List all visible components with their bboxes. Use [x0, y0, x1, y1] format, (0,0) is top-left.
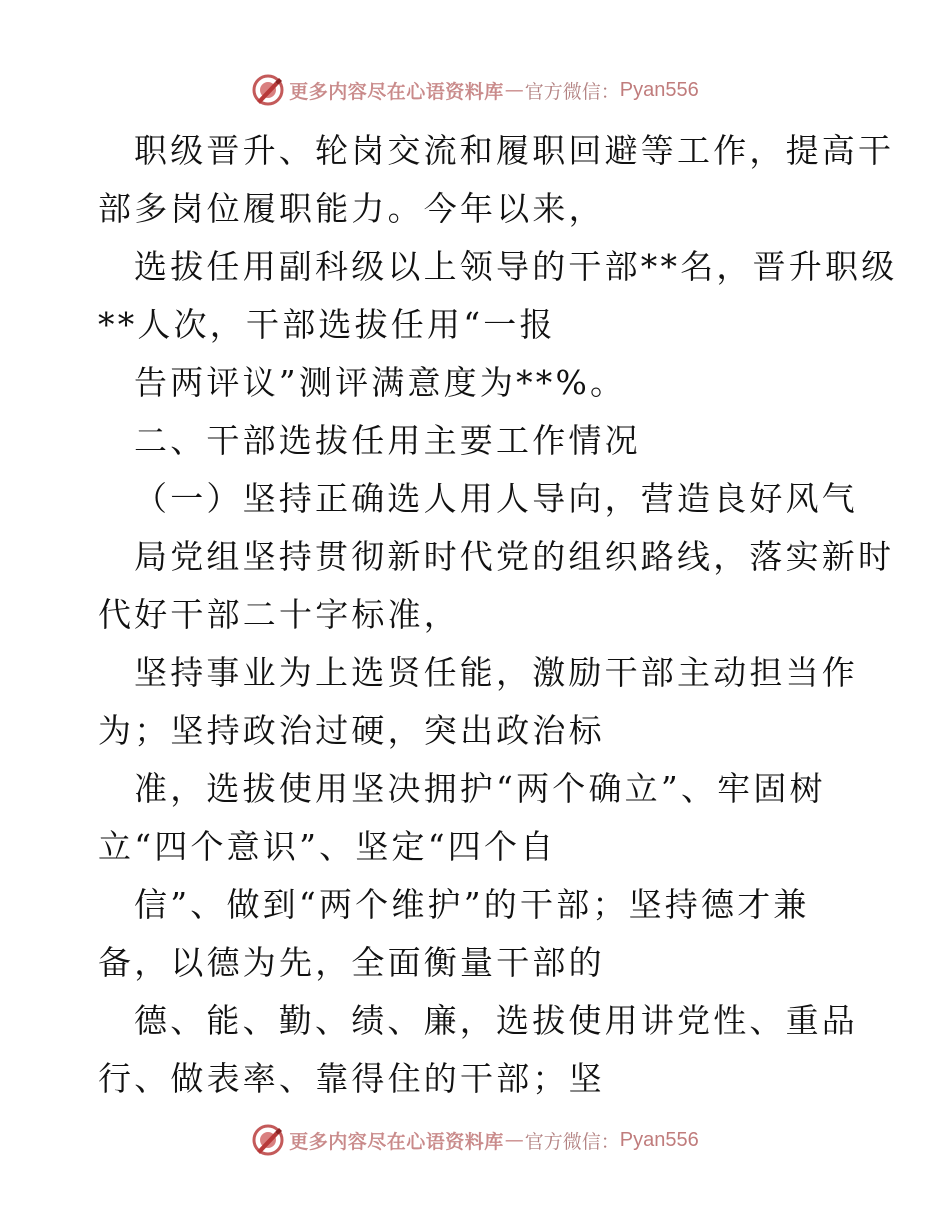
subsection-heading: （一）坚持正确选人用人导向，营造良好风气: [134, 479, 858, 518]
text-line: **人次，干部选拔任用“一报: [98, 305, 556, 344]
document-body: [98, 122, 898, 1108]
watermark-sub-text: 官方微信：: [524, 80, 620, 103]
watermark-dash: —: [504, 1129, 524, 1151]
footer-watermark: [0, 1120, 950, 1160]
text-line: 备，以德为先，全面衡量干部的: [98, 943, 605, 982]
red-pen-circle-icon: [251, 1123, 285, 1157]
text-line: 行、做表率、靠得住的干部；坚: [98, 1059, 605, 1098]
text-line: 职级晋升、轮岗交流和履职回避等工作，提高干: [134, 131, 895, 170]
text-line: 准，选拔使用坚决拥护“两个确立”、牢固树: [134, 769, 826, 808]
header-watermark: [0, 70, 950, 110]
text-line: 坚持事业为上选贤任能，激励干部主动担当作: [134, 653, 858, 692]
watermark-sub-text: 官方微信：: [524, 1130, 620, 1153]
text-line: 德、能、勤、绩、廉，选拔使用讲党性、重品: [134, 1001, 858, 1040]
text-line: 立“四个意识”、坚定“四个自: [98, 827, 557, 866]
watermark-main-text: 更多内容尽在心语资料库: [289, 1130, 504, 1153]
text-line: 选拔任用副科级以上领导的干部**名，晋升职级: [134, 247, 898, 286]
watermark-main-text: 更多内容尽在心语资料库: [289, 80, 504, 103]
watermark-account: Pyan556: [619, 1128, 699, 1151]
watermark-dash: —: [504, 79, 524, 101]
text-line: 为；坚持政治过硬，突出政治标: [98, 711, 605, 750]
text-line: 告两评议”测评满意度为**%。: [134, 363, 627, 402]
text-line: 部多岗位履职能力。今年以来，: [98, 189, 605, 228]
text-line: 局党组坚持贯彻新时代党的组织路线，落实新时: [134, 537, 895, 576]
section-heading: 二、干部选拔任用主要工作情况: [134, 421, 641, 460]
text-line: 代好干部二十字标准，: [98, 595, 460, 634]
red-pen-circle-icon: [251, 73, 285, 107]
watermark-account: Pyan556: [619, 78, 699, 101]
text-line: 信”、做到“两个维护”的干部；坚持德才兼: [134, 885, 810, 924]
